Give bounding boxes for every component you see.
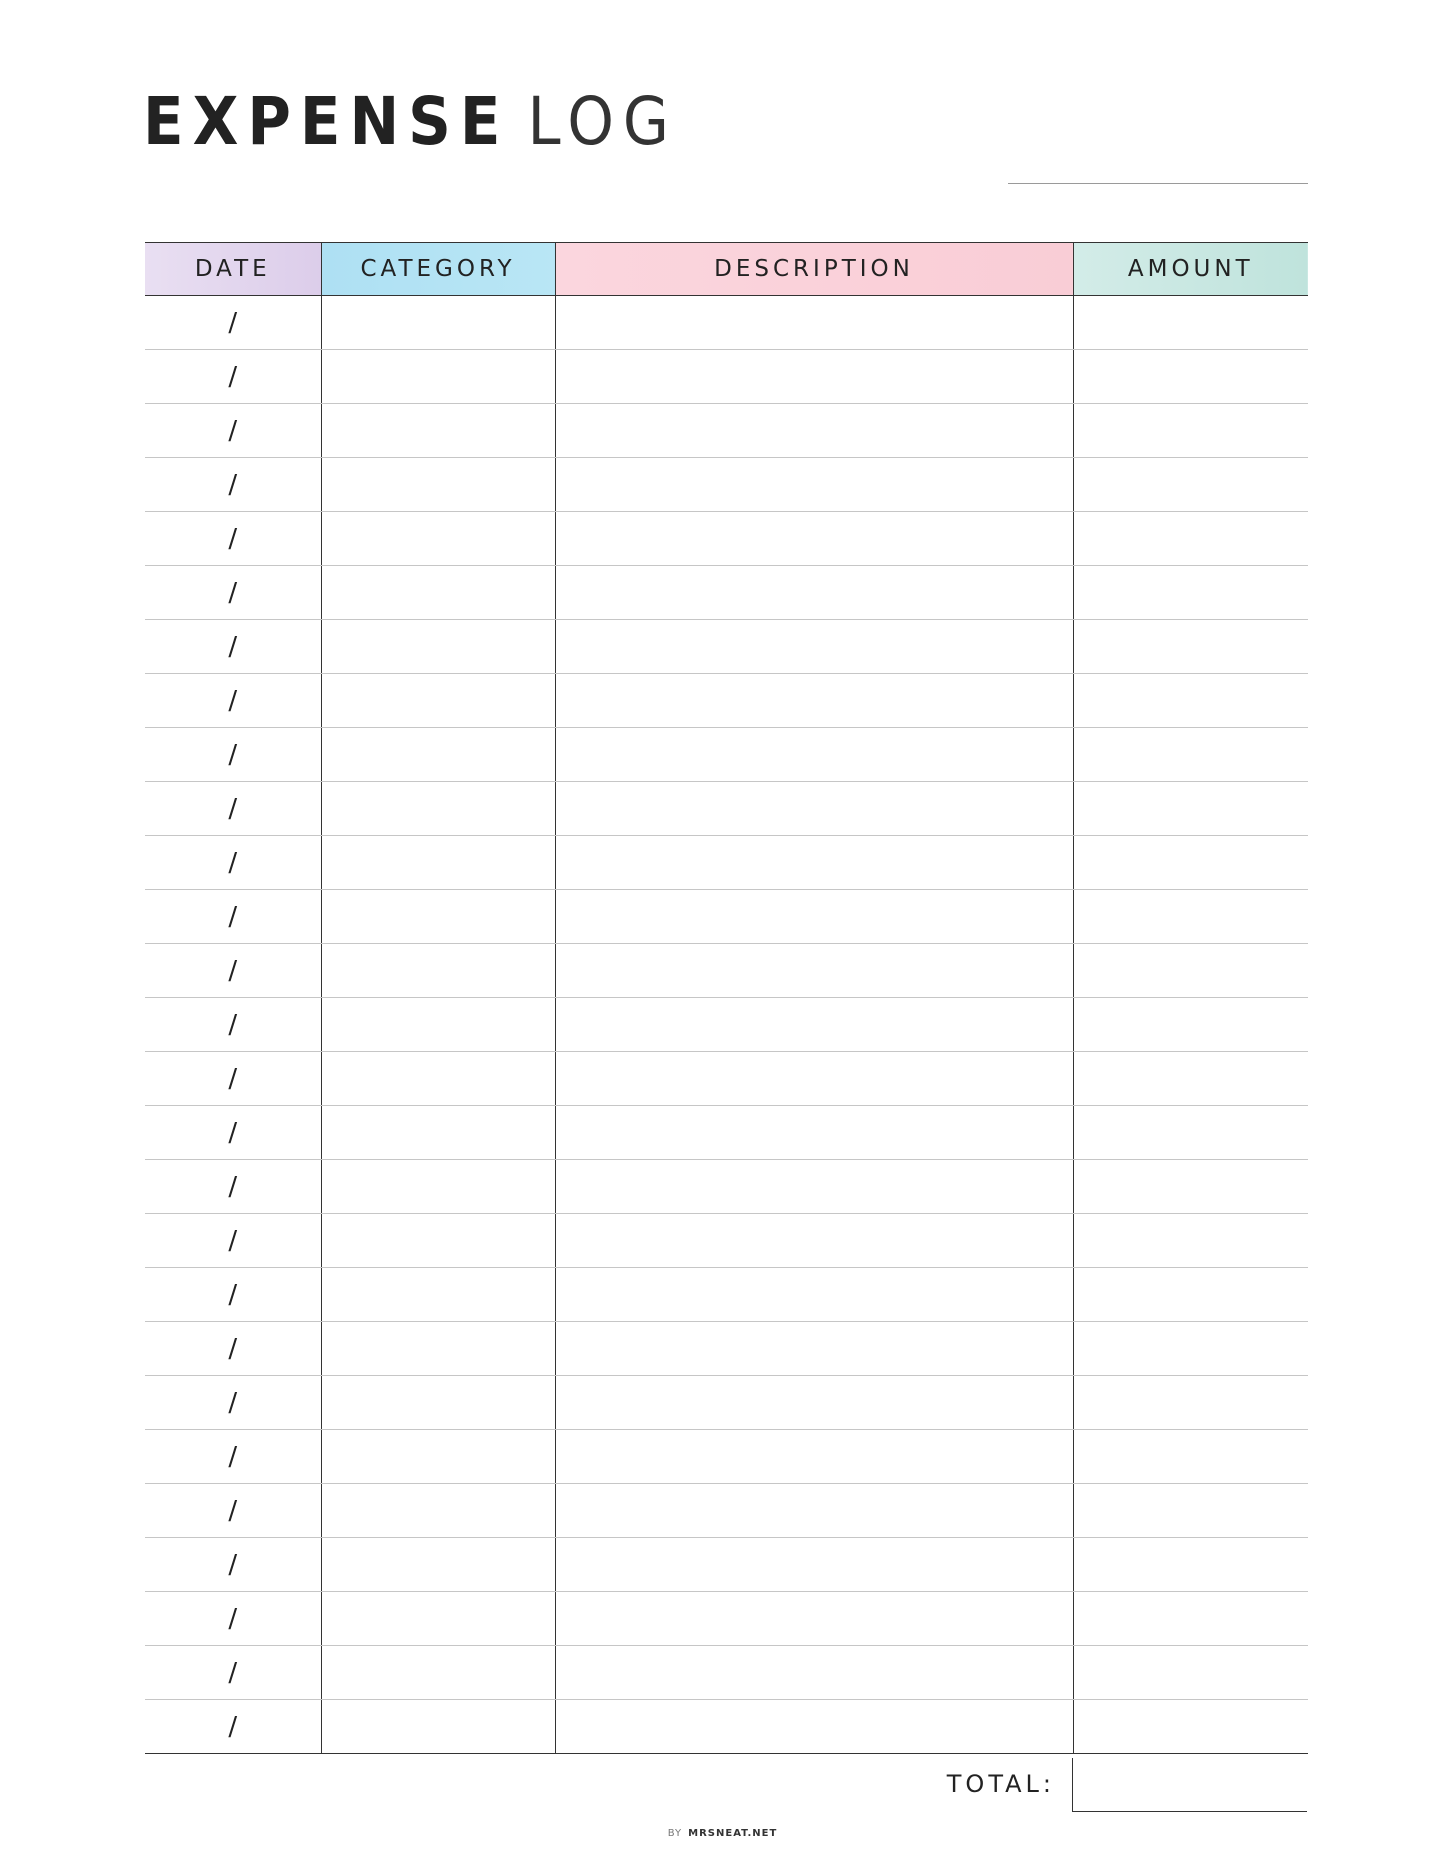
category-cell[interactable]	[321, 1106, 555, 1160]
amount-cell[interactable]	[1073, 836, 1308, 890]
category-cell[interactable]	[321, 1268, 555, 1322]
date-cell[interactable]: /	[145, 998, 321, 1052]
date-cell[interactable]: /	[145, 350, 321, 404]
date-cell[interactable]: /	[145, 620, 321, 674]
table-row	[145, 1592, 1308, 1646]
amount-cell[interactable]	[1073, 674, 1308, 728]
amount-cell[interactable]	[1073, 1268, 1308, 1322]
category-cell[interactable]	[321, 1538, 555, 1592]
column-header-date: DATE	[145, 243, 321, 296]
date-cell[interactable]: /	[145, 1538, 321, 1592]
description-cell[interactable]	[555, 1268, 1073, 1322]
table-row	[145, 1160, 1308, 1214]
description-cell[interactable]	[555, 1646, 1073, 1700]
amount-cell[interactable]	[1073, 1538, 1308, 1592]
table-row	[145, 1484, 1308, 1538]
category-cell[interactable]	[321, 782, 555, 836]
category-cell[interactable]	[321, 1700, 555, 1754]
amount-cell[interactable]	[1073, 1214, 1308, 1268]
date-cell[interactable]: /	[145, 566, 321, 620]
table-row	[145, 1538, 1308, 1592]
category-cell[interactable]	[321, 512, 555, 566]
table-row	[145, 1214, 1308, 1268]
amount-cell[interactable]	[1073, 296, 1308, 350]
date-cell[interactable]: /	[145, 1376, 321, 1430]
date-cell[interactable]: /	[145, 458, 321, 512]
date-cell[interactable]: /	[145, 1160, 321, 1214]
table-row	[145, 1106, 1308, 1160]
amount-cell[interactable]	[1073, 1322, 1308, 1376]
table-row	[145, 1268, 1308, 1322]
category-cell[interactable]	[321, 944, 555, 998]
table-row	[145, 1052, 1308, 1106]
category-cell[interactable]	[321, 296, 555, 350]
description-cell[interactable]	[555, 1052, 1073, 1106]
column-header-amount: AMOUNT	[1073, 243, 1308, 296]
table-row	[145, 836, 1308, 890]
description-cell[interactable]	[555, 1700, 1073, 1754]
table-row	[145, 890, 1308, 944]
category-cell[interactable]	[321, 1592, 555, 1646]
description-cell[interactable]	[555, 566, 1073, 620]
date-cell[interactable]: /	[145, 296, 321, 350]
footer-by: BY	[667, 1828, 683, 1839]
description-cell[interactable]	[555, 458, 1073, 512]
category-cell[interactable]	[321, 1646, 555, 1700]
description-cell[interactable]	[555, 1484, 1073, 1538]
description-cell[interactable]	[555, 620, 1073, 674]
description-cell[interactable]	[555, 944, 1073, 998]
category-cell[interactable]	[321, 728, 555, 782]
category-cell[interactable]	[321, 674, 555, 728]
category-cell[interactable]	[321, 998, 555, 1052]
date-cell[interactable]: /	[145, 512, 321, 566]
table-row	[145, 620, 1308, 674]
category-cell[interactable]	[321, 1160, 555, 1214]
table-row	[145, 728, 1308, 782]
amount-cell[interactable]	[1073, 458, 1308, 512]
amount-cell[interactable]	[1073, 998, 1308, 1052]
category-cell[interactable]	[321, 404, 555, 458]
date-cell[interactable]: /	[145, 1430, 321, 1484]
total-amount-field[interactable]	[1072, 1758, 1307, 1812]
date-cell[interactable]: /	[145, 674, 321, 728]
date-cell[interactable]: /	[145, 1646, 321, 1700]
category-cell[interactable]	[321, 836, 555, 890]
category-cell[interactable]	[321, 458, 555, 512]
description-cell[interactable]	[555, 1322, 1073, 1376]
category-cell[interactable]	[321, 566, 555, 620]
date-cell[interactable]: /	[145, 1052, 321, 1106]
description-cell[interactable]	[555, 890, 1073, 944]
date-cell[interactable]: /	[145, 1268, 321, 1322]
table-row	[145, 1646, 1308, 1700]
date-cell[interactable]: /	[145, 1592, 321, 1646]
amount-cell[interactable]	[1073, 1376, 1308, 1430]
table-row	[145, 782, 1308, 836]
date-cell[interactable]: /	[145, 1322, 321, 1376]
page-title	[143, 82, 678, 162]
amount-cell[interactable]	[1073, 350, 1308, 404]
amount-cell[interactable]	[1073, 1592, 1308, 1646]
column-header-category: CATEGORY	[321, 243, 555, 296]
description-cell[interactable]	[555, 1214, 1073, 1268]
description-cell[interactable]	[555, 728, 1073, 782]
date-cell[interactable]: /	[145, 836, 321, 890]
description-cell[interactable]	[555, 674, 1073, 728]
table-row	[145, 566, 1308, 620]
table-row	[145, 1322, 1308, 1376]
date-cell[interactable]: /	[145, 890, 321, 944]
table-row	[145, 1700, 1308, 1754]
footer-brand: MRSNEAT.NET	[688, 1828, 778, 1839]
amount-cell[interactable]	[1073, 566, 1308, 620]
amount-cell[interactable]	[1073, 890, 1308, 944]
description-cell[interactable]	[555, 296, 1073, 350]
description-cell[interactable]	[555, 512, 1073, 566]
description-cell[interactable]	[555, 782, 1073, 836]
description-cell[interactable]	[555, 1160, 1073, 1214]
category-cell[interactable]	[321, 1484, 555, 1538]
total-label: TOTAL:	[946, 1770, 1055, 1798]
table-row	[145, 1376, 1308, 1430]
date-cell[interactable]: /	[145, 1700, 321, 1754]
category-cell[interactable]	[321, 890, 555, 944]
amount-cell[interactable]	[1073, 512, 1308, 566]
description-cell[interactable]	[555, 350, 1073, 404]
column-header-description: DESCRIPTION	[555, 243, 1073, 296]
category-cell[interactable]	[321, 1052, 555, 1106]
date-cell[interactable]: /	[145, 944, 321, 998]
amount-cell[interactable]	[1073, 1646, 1308, 1700]
description-cell[interactable]	[555, 1592, 1073, 1646]
category-cell[interactable]	[321, 1322, 555, 1376]
table-row	[145, 944, 1308, 998]
date-cell[interactable]: /	[145, 782, 321, 836]
date-cell[interactable]: /	[145, 404, 321, 458]
date-cell[interactable]: /	[145, 728, 321, 782]
description-cell[interactable]	[555, 1376, 1073, 1430]
table-row	[145, 458, 1308, 512]
header-row	[145, 243, 1308, 296]
amount-cell[interactable]	[1073, 1430, 1308, 1484]
title-bold: EXPENSE	[143, 83, 510, 160]
category-cell[interactable]	[321, 620, 555, 674]
date-cell[interactable]: /	[145, 1106, 321, 1160]
date-cell[interactable]: /	[145, 1484, 321, 1538]
title-light: LOG	[527, 83, 678, 160]
table-row	[145, 296, 1308, 350]
date-cell[interactable]: /	[145, 1214, 321, 1268]
amount-cell[interactable]	[1073, 1160, 1308, 1214]
expense-table	[145, 242, 1308, 1754]
amount-cell[interactable]	[1073, 944, 1308, 998]
table-row	[145, 1430, 1308, 1484]
amount-cell[interactable]	[1073, 1106, 1308, 1160]
table-row	[145, 350, 1308, 404]
table-row	[145, 674, 1308, 728]
description-cell[interactable]	[555, 1106, 1073, 1160]
description-cell[interactable]	[555, 404, 1073, 458]
footer-credit	[0, 1828, 1445, 1839]
description-cell[interactable]	[555, 998, 1073, 1052]
amount-cell[interactable]	[1073, 620, 1308, 674]
description-cell[interactable]	[555, 1430, 1073, 1484]
name-write-line[interactable]	[1008, 183, 1308, 184]
table-row	[145, 404, 1308, 458]
amount-cell[interactable]	[1073, 782, 1308, 836]
table-row	[145, 998, 1308, 1052]
amount-cell[interactable]	[1073, 1484, 1308, 1538]
category-cell[interactable]	[321, 1214, 555, 1268]
description-cell[interactable]	[555, 836, 1073, 890]
amount-cell[interactable]	[1073, 728, 1308, 782]
table-row	[145, 512, 1308, 566]
amount-cell[interactable]	[1073, 1700, 1308, 1754]
category-cell[interactable]	[321, 350, 555, 404]
table-body	[145, 296, 1308, 1754]
amount-cell[interactable]	[1073, 404, 1308, 458]
description-cell[interactable]	[555, 1538, 1073, 1592]
category-cell[interactable]	[321, 1376, 555, 1430]
category-cell[interactable]	[321, 1430, 555, 1484]
amount-cell[interactable]	[1073, 1052, 1308, 1106]
